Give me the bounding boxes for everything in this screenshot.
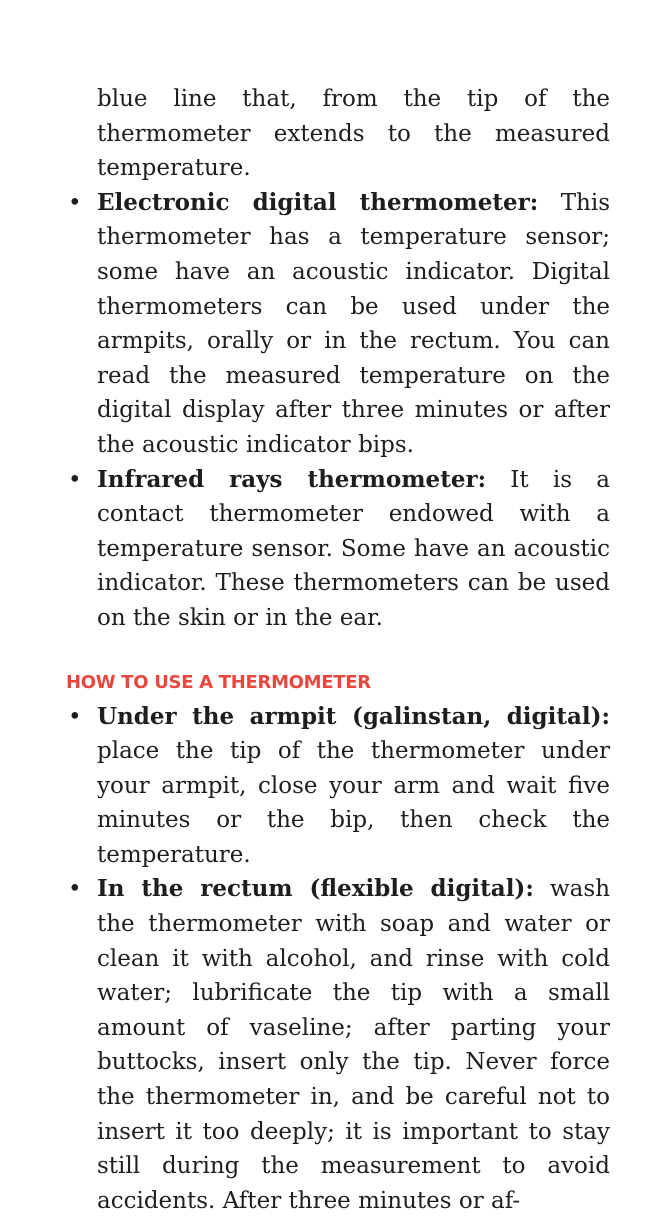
bullet-icon: •: [68, 466, 82, 493]
list-item-electronic-digital: [68, 186, 611, 463]
bullet-text: It is a contact thermometer endowed with a temperature sensor. Some have an acoustic indicator. These thermometers can be used on the skin or in the ear.: [97, 466, 610, 631]
bullet-icon: •: [68, 189, 82, 216]
bullet-term: Electronic digital thermometer:: [97, 188, 539, 216]
list-item-rectum: [68, 872, 611, 1218]
bullet-icon: •: [68, 876, 82, 903]
list-item-infrared: [68, 463, 610, 636]
bullet-icon: •: [68, 703, 82, 730]
bullet-text: place the tip of the thermometer under your armpit, close your arm and wait five minutes or the bip, then check the temperature.: [97, 738, 610, 868]
bullet-term: In the rectum (flexible digital):: [97, 875, 534, 903]
bullet-term: Under the armpit (galinstan, digital):: [97, 702, 610, 730]
document-body: [66, 82, 611, 1218]
list-item-armpit: [68, 700, 610, 873]
section-heading: HOW TO USE A THERMOMETER: [66, 671, 371, 693]
intro-continuation: blue line that, from the tip of the thermometer extends to the measured temperature.: [97, 86, 610, 182]
bullet-term: Infrared rays thermometer:: [97, 465, 487, 493]
bullet-text: wash the thermometer with soap and water or clean it with alcohol, and rinse with cold water; lubrificate the tip with a small amount of vaseline; after parting your buttocks, insert only the tip. Never force the thermometer in, and be careful not to insert it too deeply; it is important to stay still during the measurement to avoid accidents. After three minutes or af-: [97, 876, 611, 1214]
bullet-text: This thermometer has a temperature sensor; some have an acoustic indicator. Digital thermometers can be used under the armpits, orally or in the rectum. You can read the measured temperature on the digital display after three minutes or after the acoustic indicator bips.: [97, 189, 611, 458]
